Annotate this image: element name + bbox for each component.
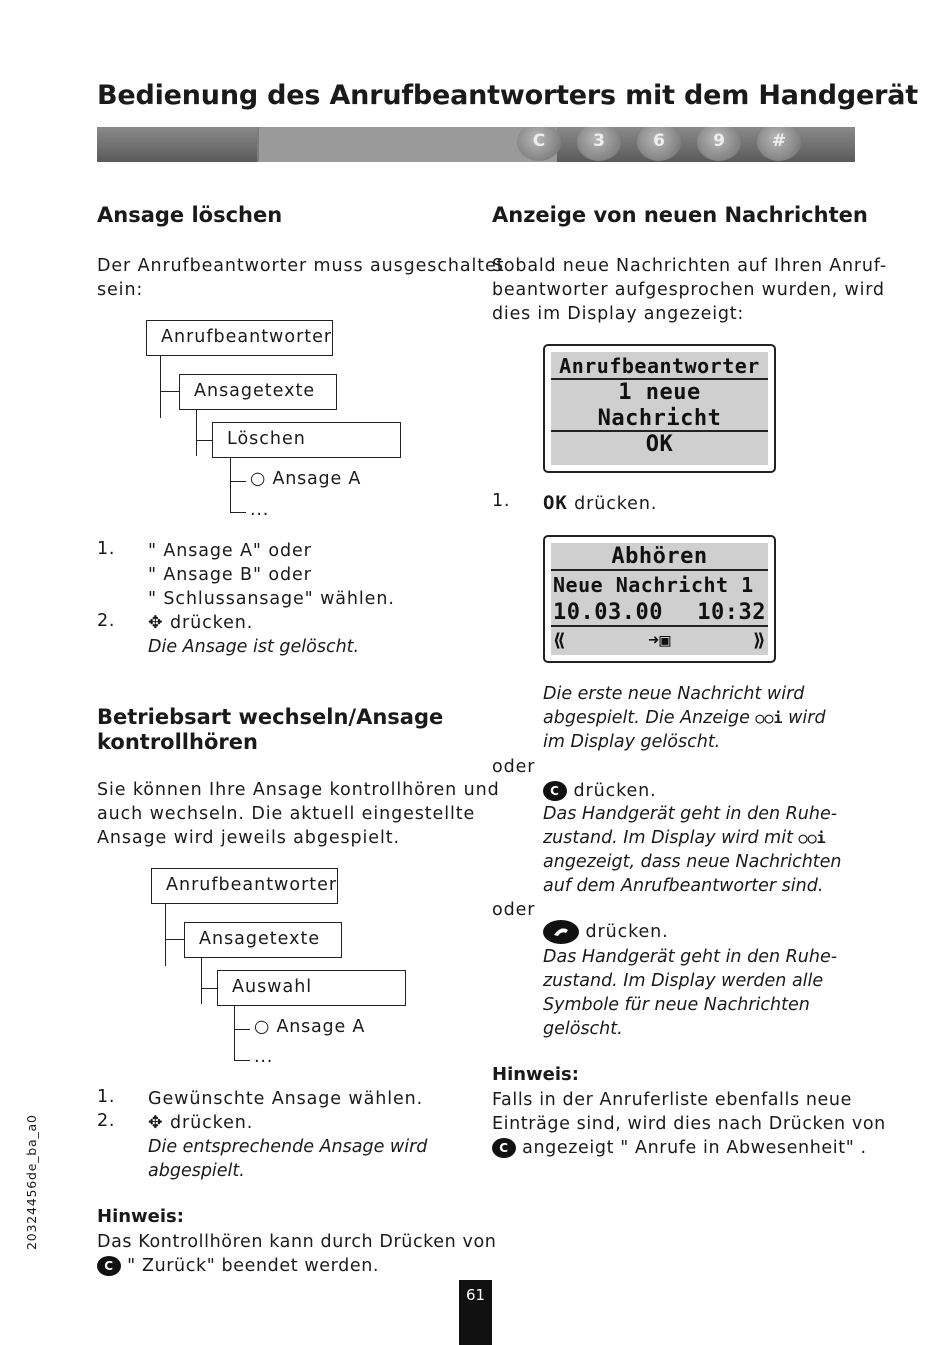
- section-heading-neue-nachrichten: Anzeige von neuen Nachrichten: [492, 203, 868, 227]
- c-key-icon: C: [97, 1256, 121, 1276]
- display-screenshot-1: Anrufbeantworter 1 neue Nachricht OK: [543, 344, 776, 473]
- radio-circle-icon: ○: [250, 469, 267, 489]
- tree-line: [196, 440, 212, 441]
- hint-title: Hinweis:: [97, 1206, 184, 1227]
- forward-to-mailbox-icon: ➜▣: [648, 630, 671, 651]
- step-number: 1.: [97, 1087, 116, 1107]
- tree-line: [201, 958, 202, 1004]
- menu-leaf-ansage-a: ○ Ansage A: [250, 469, 362, 489]
- tree-line: [234, 1006, 235, 1060]
- header-banner-image: [97, 127, 855, 162]
- key-6-graphic: 6: [637, 127, 681, 161]
- tree-line: [230, 458, 231, 512]
- tree-line: [160, 391, 179, 392]
- section-heading-betriebsart: Betriebsart wechseln/Ansage kontrollhören: [97, 705, 444, 754]
- result-note: Das Handgerät geht in den Ruhe- zustand. Im Display werden alle Symbole für neue Nachrichten gelöscht.: [543, 947, 838, 1039]
- skip-back-icon: ⟪: [554, 630, 566, 651]
- page-number: 61: [459, 1280, 492, 1345]
- key-hash-graphic: #: [757, 127, 801, 161]
- tree-line: [160, 356, 161, 418]
- result-note: Das Handgerät geht in den Ruhe- zustand. Im Display wird mit ○○i angezeigt, dass neue Nachrichten auf dem Anrufbeantworter sind.: [543, 804, 842, 896]
- section-intro: Der Anrufbeantworter muss ausgeschaltet sein:: [97, 256, 505, 300]
- key-3-graphic: 3: [577, 127, 621, 161]
- step-note: Die Ansage ist gelöscht.: [148, 637, 360, 657]
- tree-line: [201, 988, 217, 989]
- step-text: OK drücken.: [543, 492, 658, 514]
- answering-machine-icon: ○○i: [755, 709, 783, 727]
- oder-label: oder: [492, 900, 536, 920]
- display-screenshot-2: Abhören Neue Nachricht 1 10.03.00 10:32 ⟪ ➜▣ ⟫: [543, 535, 776, 663]
- c-key-icon: C: [492, 1138, 516, 1158]
- step-text: drücken.: [543, 920, 669, 944]
- radio-circle-icon: ○: [254, 1017, 271, 1037]
- menu-leaf-more: ...: [250, 500, 270, 520]
- step-note: Die entsprechende Ansage wird abgespielt.: [148, 1137, 428, 1181]
- key-c-graphic: C: [517, 127, 561, 161]
- skip-forward-icon: ⟫: [753, 630, 765, 651]
- step-number: 1.: [492, 491, 511, 511]
- tree-line: [230, 512, 246, 513]
- step-text: ✥ drücken.: [148, 613, 254, 633]
- section-intro: Sobald neue Nachrichten auf Ihren Anruf- beantworter aufgesprochen wurden, wird dies im Display angezeigt:: [492, 256, 887, 324]
- oder-label: oder: [492, 757, 536, 777]
- menu-leaf-more: ...: [254, 1047, 274, 1067]
- answering-machine-icon: ○○i: [798, 829, 826, 847]
- menu-node-anrufbeantworter: Anrufbeantworter: [146, 320, 333, 356]
- document-code: 20324456de_ba_a0: [24, 1114, 39, 1250]
- ok-softkey-label: OK: [543, 492, 568, 514]
- nav-key-icon: ✥: [148, 1113, 164, 1133]
- hint-text: Das Kontrollhören kann durch Drücken von C " Zurück" beendet werden.: [97, 1232, 497, 1276]
- step-text: ✥ drücken.: [148, 1113, 254, 1133]
- step-number: 2.: [97, 1111, 116, 1131]
- tree-line: [165, 904, 166, 966]
- menu-leaf-ansage-a: ○ Ansage A: [254, 1017, 366, 1037]
- hint-title: Hinweis:: [492, 1064, 579, 1085]
- hint-text: Falls in der Anruferliste ebenfalls neue Einträge sind, wird dies nach Drücken von C angezeigt " Anrufe in Abwesenheit" .: [492, 1090, 886, 1158]
- result-note: Die erste neue Nachricht wird abgespielt. Die Anzeige ○○i wird im Display gelöscht.: [543, 684, 826, 752]
- step-number: 1.: [97, 539, 116, 559]
- section-intro: Sie können Ihre Ansage kontrollhören und auch wechseln. Die aktuell eingestellte Ansage wird jeweils abgespielt.: [97, 780, 500, 848]
- c-key-icon: C: [543, 781, 567, 801]
- step-text: " Ansage A" oder " Ansage B" oder " Schlussansage" wählen.: [148, 541, 395, 609]
- tree-line: [234, 1029, 250, 1030]
- menu-node-anrufbeantworter: Anrufbeantworter: [151, 868, 338, 904]
- tree-line: [230, 481, 246, 482]
- menu-node-auswahl: Auswahl: [217, 970, 406, 1006]
- tree-line: [196, 410, 197, 456]
- menu-node-ansagetexte: Ansagetexte: [184, 922, 342, 958]
- nav-key-icon: ✥: [148, 613, 164, 633]
- page-title: Bedienung des Anrufbeantworters mit dem Handgerät: [97, 80, 919, 111]
- step-text: C drücken.: [543, 779, 657, 803]
- step-number: 2.: [97, 611, 116, 631]
- step-text: Gewünschte Ansage wählen.: [148, 1089, 424, 1109]
- menu-node-loeschen: Löschen: [212, 422, 401, 458]
- section-heading-ansage-loeschen: Ansage löschen: [97, 203, 283, 227]
- phone-display-graphic: [257, 127, 557, 162]
- key-9-graphic: 9: [697, 127, 741, 161]
- tree-line: [165, 939, 184, 940]
- tree-line: [234, 1060, 250, 1061]
- end-call-key-icon: [543, 920, 579, 944]
- menu-node-ansagetexte: Ansagetexte: [179, 374, 337, 410]
